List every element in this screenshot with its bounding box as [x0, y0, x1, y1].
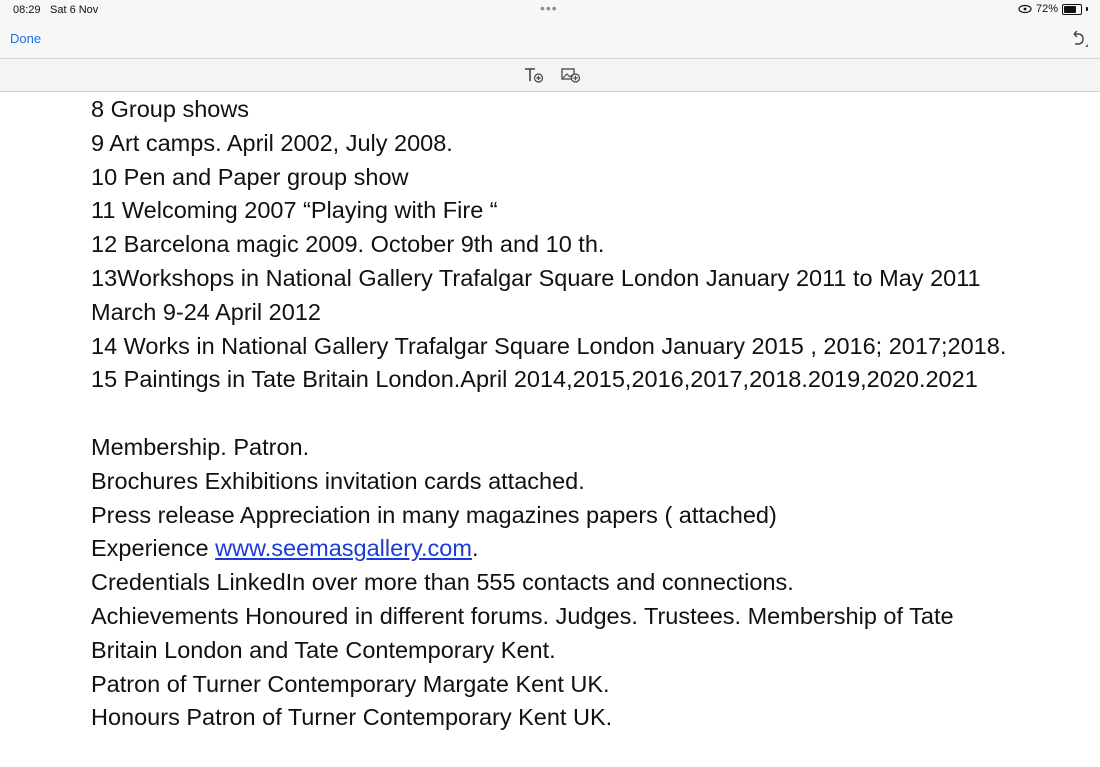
list-item: 14 Works in National Gallery Trafalgar Square London January 2015 , 2016; 2017;2018. — [91, 332, 1007, 359]
experience-period: . — [471, 535, 479, 562]
brochures-line: Brochures Exhibitions invitation cards attached. — [91, 467, 585, 494]
battery-level — [1064, 6, 1076, 13]
status-indicators — [1018, 3, 1088, 15]
status-date: Sat 6 Nov — [50, 4, 99, 16]
insert-text-icon[interactable] — [524, 67, 544, 83]
battery-tip — [1086, 7, 1088, 11]
list-item: 11 Welcoming 2007 “Playing with Fire “ — [91, 197, 498, 224]
list-item: 8 Group shows — [91, 96, 250, 122]
status-bar — [0, 0, 1100, 20]
experience-label: Experience — [91, 535, 216, 562]
blank-line — [91, 397, 1081, 431]
list-item: 13Workshops in National Gallery Trafalgar Square London January 2011 to May 2011 — [91, 264, 981, 291]
list-item: 15 Paintings in Tate Britain London.April 2014,2015,2016,2017,2018.2019,2020.2021 — [91, 366, 978, 393]
list-item: March 9-24 April 2012 — [91, 298, 321, 325]
nav-bar — [0, 20, 1100, 58]
multitasking-dots-icon[interactable]: ••• — [540, 0, 558, 16]
press-line: Press release Appreciation in many magazines papers ( attached) — [91, 501, 777, 528]
membership-line: Membership. Patron. — [91, 433, 310, 460]
document-body[interactable] — [91, 93, 1081, 735]
experience-line — [91, 532, 1081, 566]
patron-line: Patron of Turner Contemporary Margate Kent UK. — [91, 670, 610, 697]
orientation-lock-icon — [1018, 4, 1032, 14]
credentials-line: Credentials LinkedIn over more than 555 contacts and connections. — [91, 569, 794, 596]
honours-line: Honours Patron of Turner Contemporary Kent UK. — [91, 704, 613, 731]
undo-icon[interactable] — [1068, 28, 1090, 50]
format-toolbar — [0, 58, 1100, 92]
battery-percent: 72% — [1035, 3, 1058, 15]
insert-image-icon[interactable] — [561, 67, 581, 83]
battery-icon — [1062, 4, 1082, 15]
list-item: 10 Pen and Paper group show — [91, 163, 409, 190]
gallery-website-link[interactable]: www.seemasgallery.com — [215, 535, 472, 562]
achievements-line-continued: Britain London and Tate Contemporary Kent. — [91, 636, 556, 663]
list-item: 9 Art camps. April 2002, July 2008. — [91, 129, 453, 156]
list-item: 12 Barcelona magic 2009. October 9th and 10 th. — [91, 231, 605, 258]
achievements-line: Achievements Honoured in different forums. Judges. Trustees. Membership of Tate — [91, 602, 954, 629]
done-button[interactable]: Done — [10, 31, 42, 46]
status-time: 08:29 — [13, 4, 41, 16]
